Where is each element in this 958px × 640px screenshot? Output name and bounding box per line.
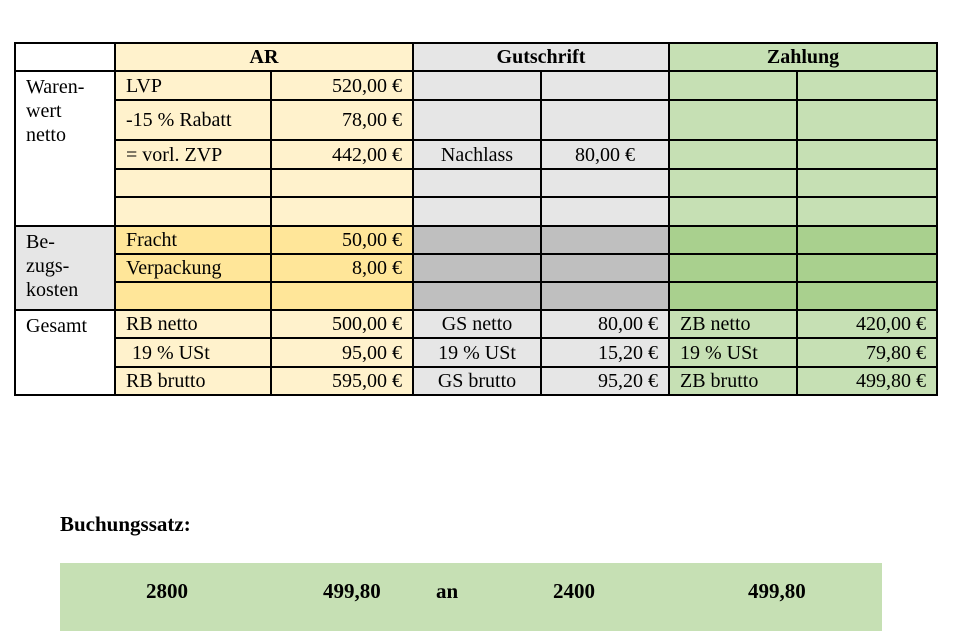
gs-ust-label: 19 % USt xyxy=(413,338,541,367)
nachlass-value: 80,00 € xyxy=(541,140,669,169)
gs-empty-cell xyxy=(413,100,541,140)
table-row xyxy=(15,140,937,169)
zb-brutto-value: 499,80 € xyxy=(797,367,937,395)
gs-empty-cell xyxy=(541,71,669,100)
table-row xyxy=(15,338,937,367)
ar-empty-cell xyxy=(115,197,271,226)
gs-empty-cell xyxy=(541,226,669,254)
gs-netto-label: GS netto xyxy=(413,310,541,338)
gs-empty-cell xyxy=(413,254,541,282)
gs-empty-cell xyxy=(541,169,669,197)
soll-betrag: 499,80 xyxy=(323,579,381,603)
header-row xyxy=(15,43,937,71)
zb-empty-cell xyxy=(797,254,937,282)
verpackung-label: Verpackung xyxy=(115,254,271,282)
section-label-bezugskosten: Be- zugs- kosten xyxy=(15,226,115,310)
zb-empty-cell xyxy=(669,197,797,226)
soll-konto: 2800 xyxy=(146,579,188,603)
table-row xyxy=(15,169,937,197)
header-zahlung: Zahlung xyxy=(669,43,937,71)
gs-empty-cell xyxy=(413,282,541,310)
gs-netto-value: 80,00 € xyxy=(541,310,669,338)
zb-empty-cell xyxy=(797,282,937,310)
header-gutschrift: Gutschrift xyxy=(413,43,669,71)
zb-empty-cell xyxy=(797,226,937,254)
fracht-value: 50,00 € xyxy=(271,226,413,254)
rb-brutto-label: RB brutto xyxy=(115,367,271,395)
gs-empty-cell xyxy=(413,169,541,197)
table-row xyxy=(15,254,937,282)
zb-netto-value: 420,00 € xyxy=(797,310,937,338)
fracht-label: Fracht xyxy=(115,226,271,254)
zb-empty-cell xyxy=(669,254,797,282)
zb-empty-cell xyxy=(797,140,937,169)
haben-konto: 2400 xyxy=(553,579,595,603)
rb-netto-value: 500,00 € xyxy=(271,310,413,338)
zb-empty-cell xyxy=(669,100,797,140)
table-row xyxy=(15,197,937,226)
gs-ust-value: 15,20 € xyxy=(541,338,669,367)
ar-empty-cell xyxy=(271,282,413,310)
nachlass-label: Nachlass xyxy=(413,140,541,169)
gs-empty-cell xyxy=(541,100,669,140)
zb-empty-cell xyxy=(797,169,937,197)
table-row xyxy=(15,100,937,140)
zb-empty-cell xyxy=(797,71,937,100)
gs-empty-cell xyxy=(541,197,669,226)
buchungssatz-bar xyxy=(60,563,882,631)
table-row xyxy=(15,226,937,254)
gs-empty-cell xyxy=(413,71,541,100)
buchungssatz-title: Buchungssatz: xyxy=(60,512,191,536)
lvp-label: LVP xyxy=(115,71,271,100)
header-ar: AR xyxy=(115,43,413,71)
haben-betrag: 499,80 xyxy=(748,579,806,603)
an-keyword: an xyxy=(436,579,459,603)
table-row xyxy=(15,367,937,395)
table-row xyxy=(15,71,937,100)
zb-empty-cell xyxy=(669,71,797,100)
zvp-label: = vorl. ZVP xyxy=(115,140,271,169)
zb-ust-value: 79,80 € xyxy=(797,338,937,367)
zb-empty-cell xyxy=(669,226,797,254)
header-empty-cell xyxy=(15,43,115,71)
gs-brutto-value: 95,20 € xyxy=(541,367,669,395)
zb-brutto-label: ZB brutto xyxy=(669,367,797,395)
gs-brutto-label: GS brutto xyxy=(413,367,541,395)
calculation-table xyxy=(14,42,938,396)
zb-empty-cell xyxy=(669,282,797,310)
ar-empty-cell xyxy=(115,282,271,310)
gs-empty-cell xyxy=(413,226,541,254)
table-row xyxy=(15,282,937,310)
gs-empty-cell xyxy=(541,254,669,282)
section-label-gesamt: Gesamt xyxy=(15,310,115,395)
ar-empty-cell xyxy=(115,169,271,197)
ar-empty-cell xyxy=(271,197,413,226)
rb-ust-label: 19 % USt xyxy=(115,338,271,367)
gs-empty-cell xyxy=(541,282,669,310)
zb-empty-cell xyxy=(797,197,937,226)
zb-ust-label: 19 % USt xyxy=(669,338,797,367)
zb-empty-cell xyxy=(669,140,797,169)
table-row xyxy=(15,310,937,338)
gs-empty-cell xyxy=(413,197,541,226)
rabatt-label: -15 % Rabatt xyxy=(115,100,271,140)
rabatt-value: 78,00 € xyxy=(271,100,413,140)
verpackung-value: 8,00 € xyxy=(271,254,413,282)
section-label-warenwert: Waren- wert netto xyxy=(15,71,115,226)
zb-empty-cell xyxy=(669,169,797,197)
rb-brutto-value: 595,00 € xyxy=(271,367,413,395)
zvp-value: 442,00 € xyxy=(271,140,413,169)
zb-netto-label: ZB netto xyxy=(669,310,797,338)
ar-empty-cell xyxy=(271,169,413,197)
lvp-value: 520,00 € xyxy=(271,71,413,100)
zb-empty-cell xyxy=(797,100,937,140)
rb-netto-label: RB netto xyxy=(115,310,271,338)
rb-ust-value: 95,00 € xyxy=(271,338,413,367)
